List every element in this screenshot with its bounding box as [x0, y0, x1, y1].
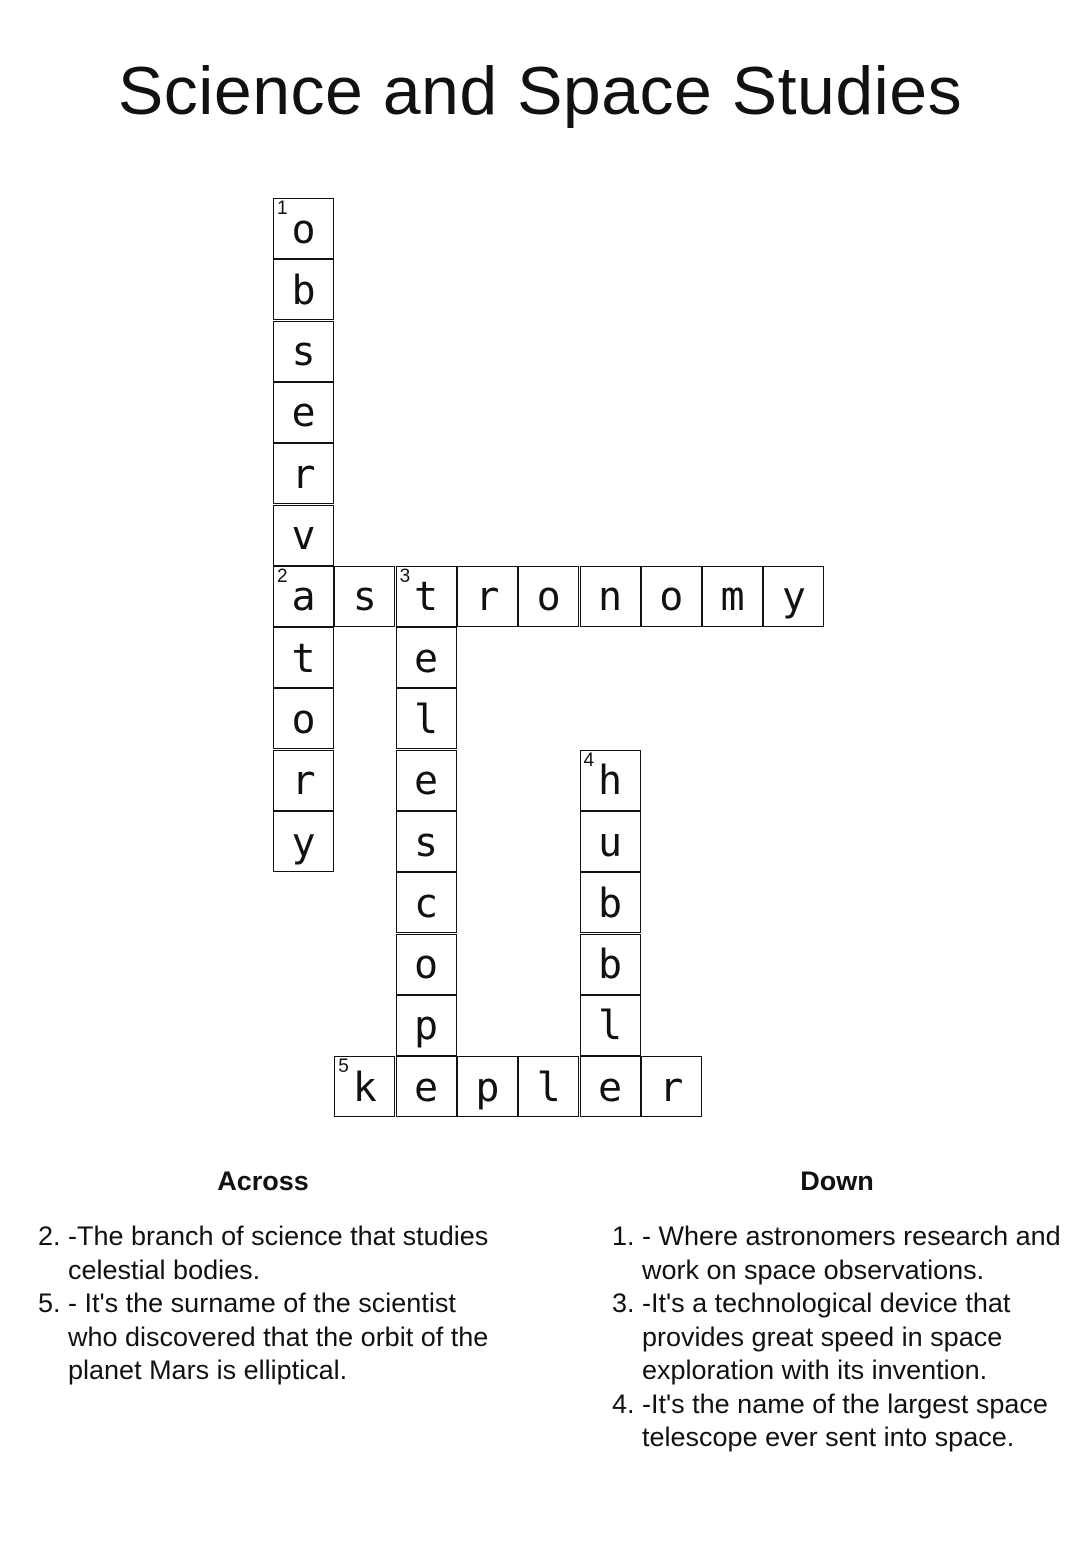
grid-cell[interactable]: [763, 566, 824, 627]
cell-letter: c: [414, 880, 439, 927]
grid-cell[interactable]: [334, 1056, 395, 1117]
clue-item-number: 1.: [612, 1221, 635, 1251]
cell-letter: n: [597, 574, 623, 621]
puzzle-title: Science and Space Studies: [117, 53, 963, 129]
cell-letter: o: [414, 942, 439, 989]
grid-cell[interactable]: [396, 995, 457, 1056]
cell-letter: r: [291, 758, 316, 805]
cell-letter: p: [475, 1064, 500, 1111]
grid-cell[interactable]: [396, 1056, 457, 1117]
cell-letter: y: [781, 574, 806, 621]
grid-cell[interactable]: [273, 259, 334, 320]
grid-cell[interactable]: [396, 627, 457, 688]
clue-number: 1: [277, 198, 288, 219]
cell-letter: e: [291, 390, 316, 437]
cell-letter: l: [597, 1003, 623, 1050]
cell-letter: r: [659, 1064, 684, 1111]
grid-cell[interactable]: [580, 811, 641, 872]
cell-letter: y: [291, 819, 316, 866]
down-clue: [612, 1388, 1077, 1455]
clue-item-number: 2.: [38, 1221, 61, 1251]
cell-letter: m: [720, 574, 745, 621]
across-clue: [38, 1220, 508, 1287]
clue-item-number: 5.: [38, 1288, 61, 1318]
cell-letter: r: [291, 451, 316, 498]
cell-letter: h: [597, 758, 623, 805]
down-clue-list: [612, 1220, 1077, 1455]
grid-cell[interactable]: [396, 750, 457, 811]
clue-item-number: 3.: [612, 1288, 635, 1318]
cell-letter: k: [352, 1064, 377, 1111]
grid-cell[interactable]: [273, 566, 334, 627]
grid-cell[interactable]: [396, 872, 457, 933]
grid-cell[interactable]: [273, 443, 334, 504]
grid-cell[interactable]: [580, 750, 641, 811]
cell-letter: l: [536, 1064, 561, 1111]
grid-cell[interactable]: [273, 505, 334, 566]
grid-cell[interactable]: [457, 1056, 518, 1117]
clue-item-text: -The branch of science that studies celestial bodies.: [68, 1221, 489, 1285]
grid-cell[interactable]: [273, 627, 334, 688]
grid-cell[interactable]: [334, 566, 395, 627]
cell-letter: e: [597, 1064, 623, 1111]
cell-letter: o: [536, 574, 561, 621]
cell-letter: e: [414, 758, 439, 805]
grid-cell[interactable]: [273, 198, 334, 259]
grid-cell[interactable]: [580, 995, 641, 1056]
grid-cell[interactable]: [580, 566, 641, 627]
grid-cell[interactable]: [396, 934, 457, 995]
cell-letter: t: [414, 574, 439, 621]
grid-cell[interactable]: [273, 750, 334, 811]
clue-number: 4: [583, 749, 595, 771]
clue-item-text: - It's the surname of the scientist who discovered that the orbit of the planet Mars is elliptical.: [68, 1288, 489, 1385]
grid-cell[interactable]: [580, 1056, 641, 1117]
grid-cell[interactable]: [518, 1056, 579, 1117]
cell-letter: v: [291, 513, 316, 559]
cell-letter: p: [414, 1003, 439, 1050]
cell-letter: t: [291, 635, 316, 682]
cell-letter: b: [291, 267, 316, 314]
cell-letter: a: [291, 574, 316, 621]
clue-item-number: 4.: [612, 1388, 635, 1419]
grid-cell[interactable]: [580, 872, 641, 933]
cell-letter: b: [597, 942, 623, 989]
across-clue: [38, 1287, 508, 1388]
cell-letter: s: [414, 819, 439, 866]
clue-item-text: -It's a technological device that provides great speed in space exploration with its invention.: [642, 1288, 1011, 1385]
cell-letter: s: [291, 329, 316, 376]
cell-letter: l: [414, 696, 439, 743]
cell-letter: o: [291, 206, 316, 253]
grid-cell[interactable]: [641, 566, 702, 627]
down-heading: Down: [800, 1166, 874, 1196]
grid-cell[interactable]: [580, 934, 641, 995]
grid-cell[interactable]: [273, 811, 334, 872]
grid-cell[interactable]: [396, 688, 457, 749]
across-clue-list: [38, 1220, 508, 1388]
grid-cell[interactable]: [457, 566, 518, 627]
clue-item-text: -It's the name of the largest space telescope ever sent into space.: [642, 1388, 1048, 1452]
clue-number: 3: [399, 565, 411, 587]
grid-cell[interactable]: [273, 321, 334, 382]
cell-letter: e: [414, 635, 439, 682]
across-heading: Across: [217, 1166, 309, 1196]
grid-cell[interactable]: [641, 1056, 702, 1117]
clue-number: 2: [277, 565, 288, 587]
grid-cell[interactable]: [518, 566, 579, 627]
clue-number: 5: [338, 1056, 349, 1078]
down-clue: [612, 1220, 1077, 1287]
grid-cell[interactable]: [273, 688, 334, 749]
cell-letter: o: [291, 696, 316, 743]
cell-letter: s: [352, 574, 377, 621]
cell-letter: b: [597, 880, 623, 927]
down-clue: [612, 1287, 1077, 1388]
grid-cell[interactable]: [702, 566, 763, 627]
cell-letter: o: [659, 574, 684, 621]
grid-cell[interactable]: [273, 382, 334, 443]
clue-item-text: - Where astronomers research and work on space observations.: [642, 1221, 1061, 1285]
cell-letter: e: [414, 1064, 439, 1111]
cell-letter: u: [597, 819, 623, 866]
cell-letter: r: [475, 574, 500, 621]
grid-cell[interactable]: [396, 566, 457, 627]
grid-cell[interactable]: [396, 811, 457, 872]
